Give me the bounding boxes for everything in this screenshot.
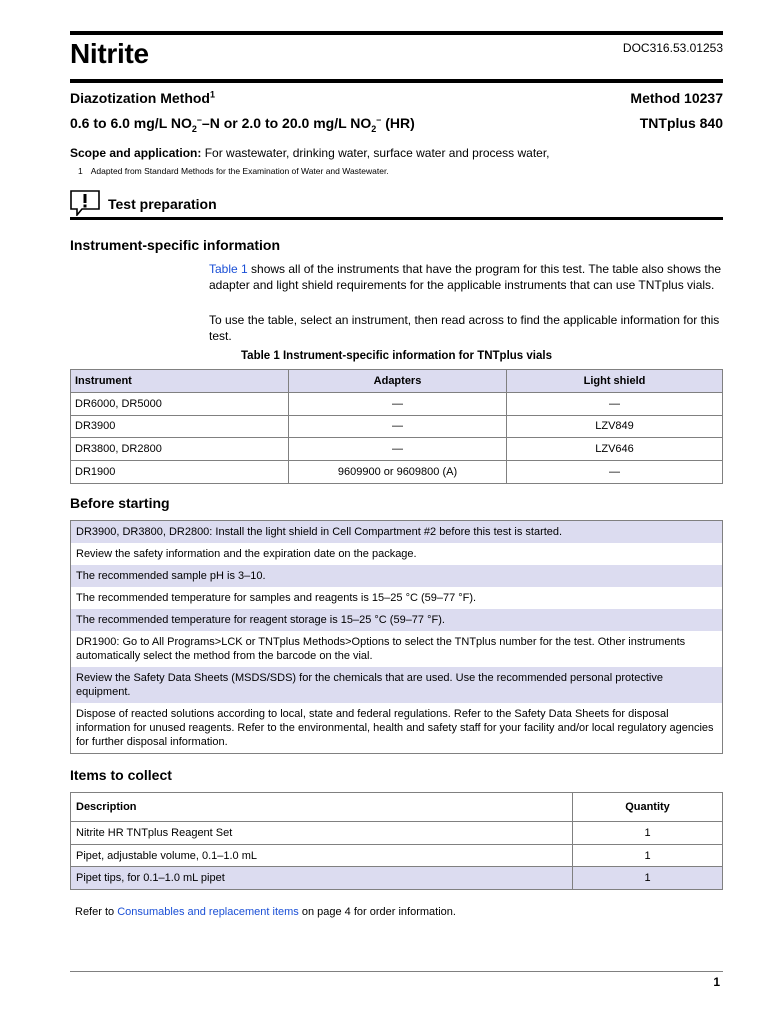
range-sub-a: 2	[191, 123, 197, 134]
footnote-number: 1	[78, 166, 83, 176]
range-sup-a: –	[196, 114, 202, 125]
cell-adapters: —	[289, 392, 507, 415]
instrument-table	[70, 369, 723, 484]
footnote-mark: 1	[210, 89, 216, 100]
instrument-para-1	[209, 262, 723, 293]
list-item: DR3900, DR3800, DR2800: Install the light shield in Cell Compartment #2 before this test is started.	[71, 521, 722, 543]
table-1-link[interactable]: Table 1	[209, 262, 248, 276]
before-starting-list	[70, 520, 723, 754]
test-preparation-heading: Test preparation	[108, 196, 217, 212]
cell-description: Pipet, adjustable volume, 0.1–1.0 mL	[71, 844, 573, 867]
cell-light-shield: —	[507, 392, 723, 415]
instrument-para-1-text: shows all of the instruments that have the program for this test. The table also shows the adapter and light shield requirements for the applicable instruments that can use TNTplus vials.	[209, 262, 722, 292]
footnote	[78, 166, 389, 176]
method-name-text: Diazotization Method	[70, 90, 210, 106]
col-quantity: Quantity	[573, 793, 723, 822]
cell-light-shield: LZV646	[507, 438, 723, 461]
cell-adapters: —	[289, 415, 507, 438]
list-item: Review the safety information and the expiration date on the package.	[76, 548, 417, 560]
refer-suffix: on page 4 for order information.	[298, 906, 456, 918]
list-item: DR1900: Go to All Programs>LCK or TNTplus Methods>Options to select the TNTplus number for the test. Other instruments automatically select the method from the barcode on the vial.	[76, 636, 686, 662]
cell-quantity: 1	[573, 822, 723, 845]
cell-adapters: 9609900 or 9609800 (A)	[289, 461, 507, 484]
top-rule	[70, 31, 723, 35]
refer-line	[75, 906, 456, 918]
table-row	[71, 415, 723, 438]
doc-code: DOC316.53.01253	[622, 41, 723, 55]
list-item: Review the Safety Data Sheets (MSDS/SDS) for the chemicals that are used. Use the recommended personal protective equipment.	[71, 667, 722, 703]
refer-prefix: Refer to	[75, 906, 118, 918]
method-name	[70, 90, 215, 106]
items-table	[70, 792, 723, 890]
cell-quantity: 1	[573, 844, 723, 867]
cell-description: Nitrite HR TNTplus Reagent Set	[71, 822, 573, 845]
instrument-section-title: Instrument-specific information	[70, 237, 281, 253]
col-adapters: Adapters	[289, 370, 507, 393]
range-sub-b: 2	[371, 123, 377, 134]
cell-quantity: 1	[573, 867, 723, 890]
footer-rule	[70, 971, 723, 972]
col-description: Description	[71, 793, 573, 822]
col-light-shield: Light shield	[507, 370, 723, 393]
list-item: The recommended temperature for reagent storage is 15–25 °C (59–77 °F).	[71, 609, 722, 631]
range-part-b: –N or 2.0 to 20.0 mg/L NO	[201, 115, 372, 131]
cell-instrument: DR3800, DR2800	[71, 438, 289, 461]
table-row	[71, 844, 723, 867]
page-title: Nitrite	[70, 38, 149, 69]
cell-description: Pipet tips, for 0.1–1.0 mL pipet	[71, 867, 573, 890]
table-row	[71, 392, 723, 415]
cell-instrument: DR1900	[71, 461, 289, 484]
table-row	[71, 867, 723, 890]
table-row	[71, 438, 723, 461]
cell-light-shield: LZV849	[507, 415, 723, 438]
list-item: The recommended temperature for samples and reagents is 15–25 °C (59–77 °F).	[76, 592, 477, 604]
items-to-collect-title: Items to collect	[70, 767, 172, 783]
cell-instrument: DR6000, DR5000	[71, 392, 289, 415]
items-table-header	[71, 793, 723, 822]
list-item: Dispose of reacted solutions according to local, state and federal regulations. Refer to the Safety Data Sheets for disposal information for unused reagents. Refer to the environmental, health and safety staff for your facility and/or local regulatory agencies for further disposal information.	[76, 708, 714, 748]
before-starting-title: Before starting	[70, 495, 170, 511]
scope-label: Scope and application:	[70, 146, 202, 160]
warning-page-icon	[70, 190, 100, 216]
scope-text: For wastewater, drinking water, surface water and process water,	[201, 146, 550, 160]
footnote-text: Adapted from Standard Methods for the Examination of Water and Wastewater.	[90, 166, 389, 176]
range-text	[70, 114, 415, 134]
method-number: Method 10237	[630, 90, 723, 106]
table-row	[71, 461, 723, 484]
product-name: TNTplus 840	[639, 115, 723, 131]
cell-adapters: —	[289, 438, 507, 461]
range-sup-b: –	[376, 114, 382, 125]
col-instrument: Instrument	[71, 370, 289, 393]
test-prep-rule	[70, 217, 723, 220]
scope-line	[70, 146, 550, 160]
cell-instrument: DR3900	[71, 415, 289, 438]
table-1-caption: Table 1 Instrument-specific information for TNTplus vials	[241, 350, 552, 362]
instrument-table-header	[71, 370, 723, 393]
cell-light-shield: —	[507, 461, 723, 484]
table-row	[71, 822, 723, 845]
consumables-link[interactable]: Consumables and replacement items	[117, 906, 299, 918]
list-item: The recommended sample pH is 3–10.	[71, 565, 722, 587]
range-part-c: (HR)	[381, 115, 415, 131]
title-rule	[70, 79, 723, 83]
range-part-a: 0.6 to 6.0 mg/L NO	[70, 115, 192, 131]
page-number: 1	[713, 975, 720, 989]
instrument-para-2: To use the table, select an instrument, then read across to find the applicable information for this test.	[209, 313, 720, 343]
